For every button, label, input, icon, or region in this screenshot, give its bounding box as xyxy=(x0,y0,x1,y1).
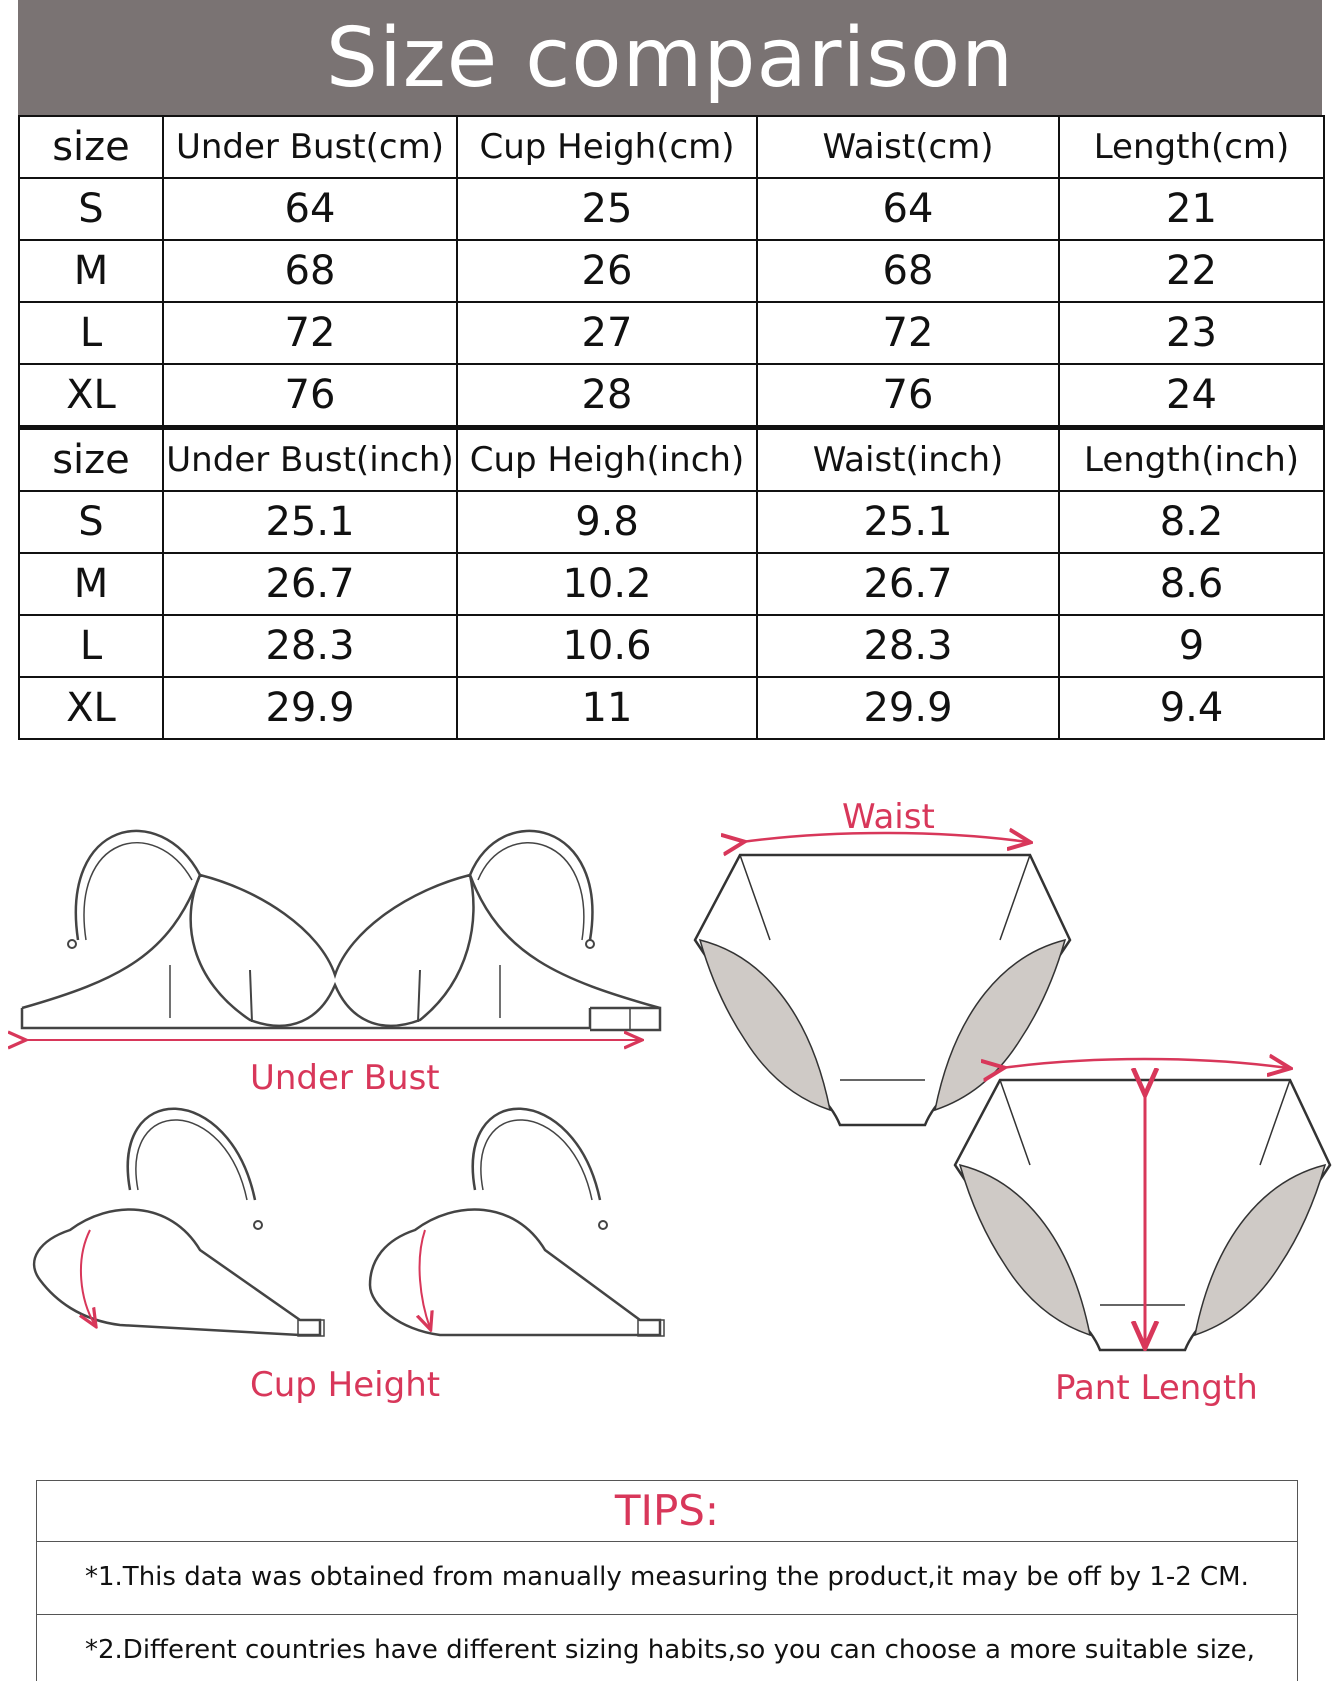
value-cell: 26.7 xyxy=(757,553,1059,615)
size-cell: XL xyxy=(19,677,163,739)
value-cell: 11 xyxy=(457,677,757,739)
value-cell: 27 xyxy=(457,302,757,364)
value-cell: 26.7 xyxy=(163,553,457,615)
value-cell: 28.3 xyxy=(757,615,1059,677)
bra-front-icon xyxy=(22,831,660,1030)
value-cell: 10.2 xyxy=(457,553,757,615)
table-row xyxy=(19,364,1324,428)
cup-height-label: Cup Height xyxy=(250,1365,441,1405)
table-header-cm xyxy=(19,116,1324,178)
header-cell: size xyxy=(19,116,163,178)
size-cell: M xyxy=(19,553,163,615)
tips-heading: TIPS: xyxy=(37,1481,1297,1542)
bra-side-icon xyxy=(34,1109,324,1336)
title-banner xyxy=(18,0,1322,115)
value-cell: 76 xyxy=(163,364,457,428)
header-cell: Under Bust(cm) xyxy=(163,116,457,178)
size-cell: L xyxy=(19,302,163,364)
tip-item: *1.This data was obtained from manually measuring the product,it may be off by 1-2 CM. xyxy=(37,1542,1297,1615)
waist-label: Waist xyxy=(842,797,935,837)
value-cell: 64 xyxy=(757,178,1059,240)
table-row xyxy=(19,302,1324,364)
panty-side-icon xyxy=(955,1080,1330,1350)
table-row xyxy=(19,491,1324,553)
header-cell: Under Bust(inch) xyxy=(163,428,457,492)
size-cell: M xyxy=(19,240,163,302)
table-row xyxy=(19,615,1324,677)
value-cell: 28 xyxy=(457,364,757,428)
table-row xyxy=(19,178,1324,240)
value-cell: 72 xyxy=(163,302,457,364)
size-cell: XL xyxy=(19,364,163,428)
table-row xyxy=(19,240,1324,302)
value-cell: 28.3 xyxy=(163,615,457,677)
garment-drawings xyxy=(0,780,1340,1420)
value-cell: 10.6 xyxy=(457,615,757,677)
table-row xyxy=(19,553,1324,615)
value-cell: 24 xyxy=(1059,364,1324,428)
tip-item: *2.Different countries have different sizing habits,so you can choose a more suitable size, xyxy=(85,1635,1255,1665)
table-header-inch xyxy=(19,428,1324,492)
value-cell: 76 xyxy=(757,364,1059,428)
under-bust-label: Under Bust xyxy=(250,1058,440,1098)
value-cell: 25 xyxy=(457,178,757,240)
table-row xyxy=(19,677,1324,739)
value-cell: 22 xyxy=(1059,240,1324,302)
header-cell: size xyxy=(19,428,163,492)
header-cell: Length(inch) xyxy=(1059,428,1324,492)
value-cell: 21 xyxy=(1059,178,1324,240)
waist-arrow xyxy=(1002,1059,1288,1068)
bra-side-icon xyxy=(370,1109,664,1336)
page-title: Size comparison xyxy=(325,10,1015,106)
header-cell: Cup Heigh(inch) xyxy=(457,428,757,492)
value-cell: 8.2 xyxy=(1059,491,1324,553)
value-cell: 23 xyxy=(1059,302,1324,364)
size-cell: L xyxy=(19,615,163,677)
header-cell: Waist(inch) xyxy=(757,428,1059,492)
header-cell: Cup Heigh(cm) xyxy=(457,116,757,178)
tips-box xyxy=(36,1480,1298,1681)
value-cell: 9.8 xyxy=(457,491,757,553)
value-cell: 25.1 xyxy=(757,491,1059,553)
value-cell: 68 xyxy=(757,240,1059,302)
value-cell: 29.9 xyxy=(163,677,457,739)
value-cell: 9 xyxy=(1059,615,1324,677)
value-cell: 72 xyxy=(757,302,1059,364)
value-cell: 26 xyxy=(457,240,757,302)
pant-length-label: Pant Length xyxy=(1055,1368,1258,1408)
value-cell: 25.1 xyxy=(163,491,457,553)
value-cell: 8.6 xyxy=(1059,553,1324,615)
size-table xyxy=(18,115,1325,740)
size-cell: S xyxy=(19,178,163,240)
header-cell: Waist(cm) xyxy=(757,116,1059,178)
value-cell: 64 xyxy=(163,178,457,240)
value-cell: 29.9 xyxy=(757,677,1059,739)
size-cell: S xyxy=(19,491,163,553)
value-cell: 68 xyxy=(163,240,457,302)
measurement-illustrations xyxy=(0,780,1340,1420)
value-cell: 9.4 xyxy=(1059,677,1324,739)
header-cell: Length(cm) xyxy=(1059,116,1324,178)
